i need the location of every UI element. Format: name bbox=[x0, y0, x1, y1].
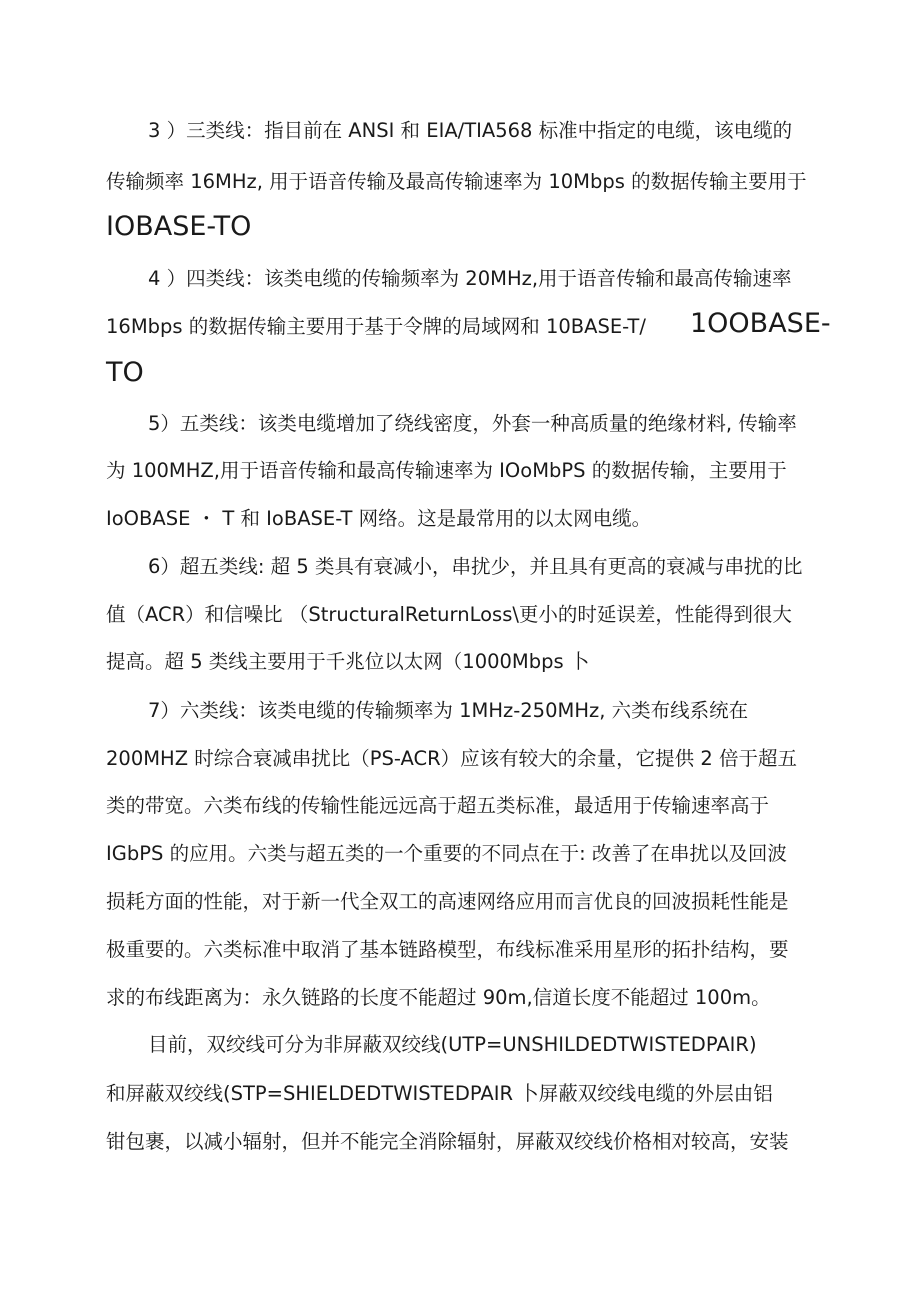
paragraph-4-line-1: 4 ）四类线：该类电缆的传输频率为 20MHz,用于语音传输和最高传输速率 bbox=[148, 267, 792, 290]
paragraph-7-line-1: 7）六类线：该类电缆的传输频率为 1MHz-250MHz, 六类布线系统在 bbox=[148, 699, 749, 722]
paragraph-7-line-6: 极重要的。六类标准中取消了基本链路模型，布线标准采用星形的拓扑结构，要 bbox=[106, 938, 789, 961]
paragraph-7-line-7: 求的布线距离为：永久链路的长度不能超过 90m,信道长度不能超过 100m。 bbox=[106, 986, 771, 1009]
paragraph-4-line-3: TO bbox=[106, 357, 144, 388]
paragraph-5-line-3: IoOBASE ・ T 和 IoBASE-T 网络。这是最常用的以太网电缆。 bbox=[106, 507, 652, 530]
paragraph-4-line-2: 16Mbps 的数据传输主要用于基于令牌的局域网和 10BASE-T/ bbox=[106, 315, 646, 338]
paragraph-8-line-1: 目前，双绞线可分为非屏蔽双绞线(UTP=UNSHILDEDTWISTEDPAIR) bbox=[148, 1033, 757, 1056]
paragraph-3-line-3: IOBASE-TO bbox=[106, 211, 252, 242]
paragraph-6-line-2: 值（ACR）和信噪比 （StructuralReturnLoss\更小的时延误差，性能得到很大 bbox=[106, 603, 792, 626]
paragraph-3-line-1: 3 ）三类线：指目前在 ANSI 和 EIA/TIA568 标准中指定的电缆，该电缆的 bbox=[148, 119, 793, 142]
paragraph-5-line-1: 5）五类线：该类电缆增加了绕线密度，外套一种高质量的绝缘材料, 传输率 bbox=[148, 412, 797, 435]
paragraph-8-line-3: 钳包裹，以减小辐射，但并不能完全消除辐射，屏蔽双绞线价格相对较高，安装 bbox=[106, 1130, 789, 1153]
paragraph-6-line-3: 提高。超 5 类线主要用于千兆位以太网（1000Mbps 卜 bbox=[106, 650, 590, 673]
paragraph-6-line-1: 6）超五类线: 超 5 类具有衰减小，串扰少，并且具有更高的衰减与串扰的比 bbox=[148, 555, 803, 578]
paragraph-3-line-2: 传输频率 16MHz, 用于语音传输及最高传输速率为 10Mbps 的数据传输主要用于 bbox=[106, 170, 807, 193]
paragraph-8-line-2: 和屏蔽双绞线(STP=SHIELDEDTWISTEDPAIR 卜屏蔽双绞线电缆的外层由铝 bbox=[106, 1082, 773, 1105]
paragraph-7-line-4: IGbPS 的应用。六类与超五类的一个重要的不同点在于: 改善了在串扰以及回波 bbox=[106, 842, 787, 865]
paragraph-5-line-2: 为 100MHZ,用于语音传输和最高传输速率为 IOoMbPS 的数据传输，主要用于 bbox=[106, 459, 787, 482]
paragraph-7-line-2: 200MHZ 时综合衰减串扰比（PS-ACR）应该有较大的余量，它提供 2 倍于超五 bbox=[106, 747, 797, 770]
paragraph-7-line-3: 类的带宽。六类布线的传输性能远远高于超五类标准，最适用于传输速率高于 bbox=[106, 794, 770, 817]
paragraph-4-line-2-end: 1OOBASE- bbox=[690, 308, 831, 339]
paragraph-7-line-5: 损耗方面的性能，对于新一代全双工的高速网络应用而言优良的回波损耗性能是 bbox=[106, 890, 789, 913]
